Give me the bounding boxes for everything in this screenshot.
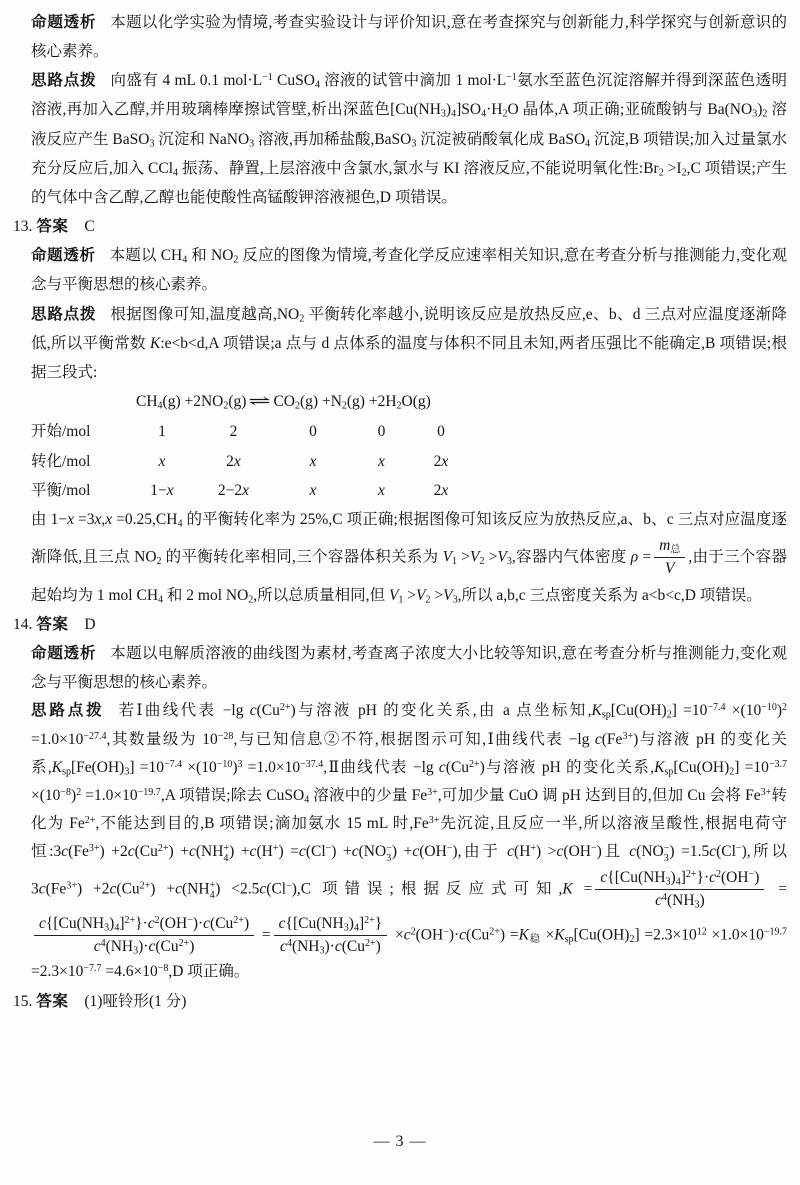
italic-variable: c bbox=[507, 843, 515, 861]
subscript-run: 2 bbox=[762, 108, 768, 120]
italic-variable: c bbox=[188, 843, 196, 861]
supscript-run: −28 bbox=[217, 730, 234, 742]
supscript-run: 2 bbox=[76, 786, 82, 798]
fraction-numerator: $c\{[Cu(NH_3)_4]^{2+}\}\cdot c^2(OH^-)$ bbox=[595, 867, 764, 890]
stack-subscript: 3 bbox=[386, 852, 392, 864]
subscript-run: 4 bbox=[353, 922, 359, 933]
supscript-run: 3+ bbox=[622, 730, 634, 742]
explanation-paragraph: 命题透析 本题以化学实验为情境,考查实验设计与评价知识,意在考查探究与创新能力,科学探究与创新意识的核心素养。 bbox=[31, 14, 787, 61]
subscript-run: 4 bbox=[451, 108, 457, 120]
subscript-run: 3 bbox=[249, 138, 255, 149]
supscript-run: 2+ bbox=[178, 937, 190, 949]
italic-variable: K bbox=[654, 758, 665, 776]
ice-row-label: 平衡/mol bbox=[31, 482, 91, 500]
subscript-run: 4 bbox=[304, 794, 310, 806]
italic-variable: c bbox=[403, 926, 411, 944]
stack-superscript: − bbox=[663, 842, 670, 854]
ice-cell bbox=[352, 447, 411, 476]
subscript-run: 2 bbox=[629, 933, 635, 945]
ice-row-label: 开始/mol bbox=[31, 423, 91, 441]
page-number: — 3 — bbox=[373, 1133, 427, 1150]
supscript-run: −7.4 bbox=[707, 702, 726, 714]
italic-variable: K bbox=[591, 702, 602, 720]
subscript-run: 4 bbox=[173, 167, 178, 179]
supscript-run: 2+ bbox=[124, 914, 136, 926]
ice-cell bbox=[131, 447, 193, 476]
supscript-run: −7.4 bbox=[163, 758, 183, 770]
italic-variable: K bbox=[51, 758, 63, 776]
supscript-run: − bbox=[590, 843, 597, 855]
subscript-run: sp bbox=[601, 709, 611, 721]
italic-variable: x bbox=[94, 511, 102, 529]
supscript-run: + bbox=[272, 843, 279, 855]
supscript-run: −37.4 bbox=[300, 758, 324, 770]
supscript-run: 2 bbox=[782, 702, 788, 714]
subscript-run: 2 bbox=[341, 400, 347, 412]
supscript-run: 12 bbox=[696, 926, 707, 938]
subscript-run: 4 bbox=[157, 400, 163, 412]
ion-charge-stack bbox=[223, 844, 229, 864]
ice-cell bbox=[274, 476, 352, 505]
supscript-run: 3 bbox=[237, 758, 243, 770]
italic-variable: V bbox=[497, 548, 507, 566]
supscript-run: 2+ bbox=[84, 815, 96, 827]
italic-variable: c bbox=[655, 892, 662, 910]
italic-variable: c bbox=[629, 843, 637, 861]
fraction bbox=[654, 535, 685, 581]
italic-variable: c bbox=[556, 843, 564, 861]
ice-table-row bbox=[31, 417, 787, 446]
italic-variable: c bbox=[709, 868, 717, 886]
italic-variable: c bbox=[259, 880, 267, 898]
italic-variable: c bbox=[351, 843, 359, 861]
ice-cell: 2x bbox=[433, 452, 449, 470]
supscript-run: + bbox=[530, 843, 537, 855]
fraction bbox=[274, 913, 388, 959]
explanation-paragraph: 思路点拨 若Ⅰ曲线代表 −lg $c(Cu^{2+})$与溶液 pH 的变化关系,由 a 点坐标知$,K_{sp}[Cu(OH)_2] =10^{-7.4} \times(10^{-10})^2 =1.0\times 10^{-27.4}$,其数量级为 $10^{-28}$,与已知信息②不符,根据图示可知,Ⅰ曲线代表 −lg $c(Fe^{3+})$与溶液 pH 的变化关系$,K_{sp}[Fe(OH)_3] =10^{-7.4} \times(10^{-10})^3$ $=1.0\times 10^{-37.4},Ⅱ$曲线代表 −lg $c(Cu^{2+})$与溶液 pH 的变化关系$,K_{sp}[Cu(OH)_2] =10^{-3.7} \times(10^{-8})^2 =1.0\times 10^{-19.7},A$ 项错误;除去 CuSO$_4$ 溶液中的少量 $Fe^{3+}$,可加少量 CuO 调 pH 达到目的,但加 Cu 会将 $Fe^{3+}$转化为 $Fe^{2+}$,不能达到目的,B 项错误;滴加氨水 15 mL 时$,Fe^{3+}$先沉淀,且反应一半,所以溶液呈酸性,根据电荷守恒$:3c(Fe^{3+}) +2c(Cu^{2+}) +c(NH$ + 4 ) +c(H+) =c(Cl−) +c(NO − 3 ) +c(OH−),由于 c(H+) >c(OH−)且 c(NO − 3 ) =1.5c(Cl−),所以 $3c(Fe^{3+}) +2c(Cu^{2+}) +c(NH$ + 4 ) <2.5c(Cl−),C 项错误;根据反应式可知,K = $\frac{c\{[Cu(NH_3)_4]^{2+}\}\cdot c^2(OH^-)}{c^4(NH_3)}$ = $\frac{c\{[Cu(NH_3)_4]^{2+}\}\cdot c^2(OH^-)\cdot c(Cu^{2+})}{c^4(NH_3)\cdot c(Cu^{2+})}$ = $\frac{c\{[Cu(NH_3)_4]^{2+}\}}{c^4(NH_3)\cdot c(Cu^{2+})}$ $\times c^2(OH^-)\cdot c(Cu^{2+}) =K_稳 \times K_{sp}[Cu(OH)_2] =2.3\times 10^{12} \times 1.0\times 10^{-19.7} =2.3\times 10^{-7.7} =4.6\times 10^{-8},D$ 项正确。 bbox=[31, 702, 788, 981]
supscript-run: −8 bbox=[60, 786, 72, 798]
answer-item bbox=[13, 610, 787, 639]
supscript-run: 2+ bbox=[364, 914, 375, 926]
ice-cell bbox=[274, 447, 352, 476]
subscript-run: 3 bbox=[694, 899, 700, 911]
italic-variable: c bbox=[39, 914, 46, 932]
supscript-run: 2+ bbox=[364, 937, 376, 949]
fraction-denominator: $c^4(NH_3)\cdot c(Cu^{2+})$ bbox=[93, 937, 195, 957]
italic-variable: x bbox=[441, 482, 449, 500]
subscript-run: 3 bbox=[665, 876, 671, 888]
supscript-run: 2+ bbox=[279, 702, 291, 714]
ice-cell: 0 bbox=[437, 423, 445, 441]
supscript-run: −1 bbox=[262, 72, 273, 84]
italic-variable: x bbox=[166, 482, 174, 500]
stack-subscript: 3 bbox=[663, 852, 669, 864]
fraction-denominator: $c^4(NH_3)\cdot c(Cu^{2+})$ bbox=[280, 937, 381, 957]
italic-variable: c bbox=[334, 937, 342, 955]
subscript-run: 2 bbox=[233, 254, 239, 266]
subscript-run: 4 bbox=[675, 876, 681, 888]
supscript-run: −19.7 bbox=[763, 926, 788, 938]
supscript-run: −1 bbox=[506, 72, 517, 84]
ice-cell: 2x bbox=[433, 482, 449, 500]
ion-charge-stack bbox=[386, 844, 392, 864]
answer-label: 答案 bbox=[36, 217, 69, 235]
italic-variable: c bbox=[147, 914, 155, 932]
italic-variable: x bbox=[309, 482, 317, 500]
supscript-run: − bbox=[735, 843, 742, 855]
italic-variable: c bbox=[412, 843, 420, 861]
italic-variable: K bbox=[150, 334, 161, 352]
explanation-paragraph: 命题透析 本题以电解质溶液的曲线图为素材,考查离子浓度大小比较等知识,意在考查分析与推测能力,变化观念与平衡思想的核心素养。 bbox=[31, 645, 787, 692]
supscript-run: −3.7 bbox=[768, 758, 788, 770]
answer-label: 答案 bbox=[36, 615, 69, 633]
ion-charge-stack bbox=[210, 881, 216, 901]
ice-table-row bbox=[31, 447, 787, 476]
ice-cell bbox=[352, 476, 411, 505]
fraction-numerator: $c\{[Cu(NH_3)_4]^{2+}\}$ bbox=[274, 913, 388, 936]
ice-cell: 0 bbox=[377, 423, 386, 441]
subscript-run: 3 bbox=[452, 594, 458, 606]
italic-variable: c bbox=[38, 880, 46, 898]
fraction-denominator bbox=[654, 558, 685, 580]
supscript-run: −27.4 bbox=[83, 730, 107, 742]
italic-variable: c bbox=[459, 926, 467, 944]
subscript-run: 3 bbox=[440, 108, 446, 120]
subscript-run: 4 bbox=[182, 254, 188, 266]
italic-variable: V bbox=[416, 586, 426, 604]
subscript-run: 4 bbox=[585, 138, 591, 149]
ice-cell: 2−2x bbox=[217, 482, 250, 500]
paragraph-label: 命题透析 bbox=[31, 247, 96, 265]
supscript-run: 3+ bbox=[88, 843, 100, 855]
supscript-run: − bbox=[443, 926, 449, 938]
italic-variable: c bbox=[600, 868, 608, 886]
supscript-run: −10 bbox=[216, 758, 233, 770]
supscript-run: 2+ bbox=[469, 758, 480, 770]
supscript-run: 3+ bbox=[66, 880, 77, 892]
subscript-run: 4 bbox=[177, 518, 183, 530]
subscript-run: sp bbox=[564, 933, 574, 945]
supscript-run: − bbox=[325, 843, 332, 855]
chemical-equation: $CH_4(g) +2NO_2(g)$ ⇌ $CO_2(g) +N_2(g) +2H_2O(g)$ bbox=[136, 392, 431, 412]
answer-value: C bbox=[84, 217, 95, 235]
subscript-run: sp bbox=[62, 766, 71, 778]
ion-charge-stack bbox=[664, 844, 670, 864]
subscript-run: 4 bbox=[158, 594, 164, 606]
paragraph-label: 思路点拨 bbox=[31, 305, 97, 323]
subscript-run: 3 bbox=[343, 922, 349, 933]
stack-subscript: 4 bbox=[209, 889, 215, 901]
explanation-paragraph: 命题透析 本题以 $CH_4$ 和 $NO_2$ 反应的图像为情境,考查化学反应速率相关知识,意在考查分析与推测能力,变化观念与平衡思想的核心素养。 bbox=[31, 247, 787, 294]
answer-value: (1)哑铃形(1 分) bbox=[84, 992, 187, 1010]
stack-superscript: + bbox=[223, 842, 230, 854]
subscript-run: 2 bbox=[248, 594, 254, 606]
italic-variable: c bbox=[109, 880, 117, 898]
answer-item bbox=[13, 987, 787, 1016]
italic-variable: c bbox=[148, 937, 156, 955]
subscript-run: 2 bbox=[425, 594, 431, 606]
paragraph-label: 思路点拨 bbox=[31, 72, 97, 90]
subscript-run: 2 bbox=[681, 167, 687, 179]
italic-variable: c bbox=[175, 880, 182, 898]
paragraph-label: 命题透析 bbox=[31, 14, 97, 31]
ice-cell: 0 bbox=[309, 423, 317, 441]
italic-variable: c bbox=[709, 843, 717, 861]
italic-variable: c bbox=[298, 843, 306, 861]
ice-row-label: 转化/mol bbox=[31, 452, 91, 470]
explanation-paragraph: 由 $1-x =3x,x =0.25,CH_4$ 的平衡转化率为 25%,C 项正确;根据图像可知该反应为放热反应,a、b、c 三点对应温度逐渐降低,且三点 $NO_2$ 的平衡转化率相同,三个容器体积关系为 $V_1 >V_2 >V_3$,容器内气体密度 ρ = $\frac{m_总}{V}$ ,由于三个容器起始均为 1 mol $CH_4$ 和 2 mol $NO_2$,所以总质量相同,但 $V_1 >V_2 >V_3$,所以 a,b,c 三点密度关系为 a<b<c,D 项错误。 bbox=[31, 511, 787, 606]
supscript-run: − bbox=[187, 914, 193, 926]
italic-variable: K bbox=[518, 926, 529, 944]
italic-variable: c bbox=[280, 937, 287, 955]
italic-variable: c bbox=[249, 702, 257, 720]
explanation-paragraph: 思路点拨 向盛有 4 mL 0.1 $mol\cdot L^{-1}$ CuSO$_4$ 溶液的试管中滴加 1 $mol\cdot L^{-1}$氨水至蓝色沉淀溶解并得到深蓝色透明溶液,再加入乙醇,并用玻璃棒摩擦试管壁,析出深蓝色$[Cu(NH_3)_4]SO_4\cdot H_2O$ 晶体,A 项正确;亚硫酸钠与 $Ba(NO_3)_2$ 溶液反应产生 BaSO$_3$ 沉淀和 NaNO$_3$ 溶液,再加稀盐酸,BaSO$_3$ 沉淀被硝酸氧化成 BaSO$_4$ 沉淀,B 项错误;加入过量氯水充分反应后,加入 CCl$_4$ 振荡、静置,上层溶液中含氯水,氯水与 KI 溶液反应,不能说明氧化性$:Br_2 >I_2,C$ 项错误;产生的气体中含乙醇,乙醇也能使酸性高锰酸钾溶液褪色,D 项错误。 bbox=[31, 72, 787, 206]
italic-variable: c bbox=[438, 758, 446, 776]
subscript-run: 2 bbox=[223, 400, 229, 412]
ice-cell: 2 bbox=[229, 423, 238, 441]
supscript-run: − bbox=[446, 843, 453, 855]
paragraph-label: 思路点拨 bbox=[31, 702, 105, 720]
answer-number: 14. bbox=[13, 615, 33, 633]
italic-variable: c bbox=[93, 937, 101, 955]
italic-variable: x bbox=[242, 482, 250, 500]
italic-variable: x bbox=[67, 511, 75, 529]
answer-number: 15. bbox=[13, 992, 33, 1010]
stack-subscript: 4 bbox=[223, 852, 229, 864]
supscript-run: − bbox=[286, 880, 292, 892]
italic-variable: c bbox=[278, 914, 286, 932]
italic-variable: K bbox=[554, 926, 565, 944]
italic-variable: x bbox=[441, 452, 449, 470]
supscript-run: 4 bbox=[661, 892, 667, 904]
supscript-run: −8 bbox=[157, 963, 169, 975]
supscript-run: 3+ bbox=[760, 786, 772, 798]
subscript-run: 2 bbox=[666, 709, 672, 721]
supscript-run: 2+ bbox=[139, 880, 151, 892]
italic-variable: x bbox=[378, 482, 385, 500]
italic-variable: c bbox=[594, 730, 602, 748]
subscript-run: 3 bbox=[133, 945, 139, 957]
italic-variable: x bbox=[105, 511, 113, 529]
supscript-run: −10 bbox=[761, 702, 777, 714]
fraction-denominator: $c^4(NH_3)$ bbox=[655, 892, 705, 911]
italic-variable: V bbox=[443, 586, 453, 604]
subscript-run: 3 bbox=[752, 108, 758, 120]
supscript-run: 2+ bbox=[233, 914, 244, 926]
ice-table-row bbox=[31, 476, 787, 505]
subscript-run: 3 bbox=[506, 555, 512, 567]
supscript-run: 2+ bbox=[157, 843, 169, 855]
supscript-run: − bbox=[748, 868, 755, 880]
supscript-run: 4 bbox=[286, 937, 292, 949]
fraction bbox=[595, 867, 764, 913]
ice-table bbox=[31, 417, 787, 505]
italic-variable: c bbox=[61, 843, 69, 861]
italic-variable: K bbox=[562, 880, 573, 898]
subscript-run: 4 bbox=[314, 79, 320, 91]
subscript-run: sp bbox=[664, 766, 674, 778]
supscript-run: −7.7 bbox=[83, 963, 102, 975]
answer-value: D bbox=[84, 615, 96, 633]
italic-variable: x bbox=[233, 452, 241, 470]
supscript-run: 2 bbox=[716, 868, 722, 880]
subscript-run: 2 bbox=[156, 555, 162, 567]
supscript-run: 3+ bbox=[428, 815, 440, 827]
answer-number: 13. bbox=[13, 217, 33, 235]
ice-cell: 1 bbox=[158, 423, 166, 441]
subscript-run: 4 bbox=[114, 922, 120, 933]
fraction-numerator bbox=[654, 535, 685, 558]
subscript-run: 总 bbox=[670, 544, 681, 556]
subscript-run: 2 bbox=[299, 313, 305, 325]
subscript-run: 2 bbox=[396, 400, 402, 412]
subscript-run: 3 bbox=[149, 138, 155, 149]
ice-cell: 1−x bbox=[150, 482, 174, 500]
fraction-numerator: $c\{[Cu(NH_3)_4]^{2+}\}\cdot c^2(OH^-)\cdot c(Cu^{2+})$ bbox=[34, 913, 254, 936]
subscript-run: 4 bbox=[481, 108, 487, 120]
supscript-run: 2 bbox=[154, 914, 160, 926]
subscript-run: 3 bbox=[124, 766, 130, 778]
italic-variable: V bbox=[664, 560, 675, 578]
supscript-run: 2 bbox=[410, 926, 416, 938]
answer-label: 答案 bbox=[36, 992, 69, 1010]
answer-item bbox=[13, 212, 787, 241]
subscript-run: 3 bbox=[319, 945, 325, 957]
subscript-run: 2 bbox=[295, 400, 300, 412]
italic-variable: V bbox=[388, 586, 399, 604]
supscript-run: −19.7 bbox=[137, 786, 161, 798]
italic-variable: c bbox=[249, 843, 257, 861]
explanation-paragraph: 思路点拨 根据图像可知,温度越高$,NO_2$ 平衡转化率越小,说明该反应是放热反应,e、b、d 三点对应温度逐渐降低,所以平衡常数 K:e<b<d,A 项错误;a 点与 d 点体系的温度与体积不同且未知,两者压强比不能确定,B 项错误;根据三段式: bbox=[31, 305, 787, 381]
italic-variable: c bbox=[127, 843, 135, 861]
supscript-run: 2+ bbox=[685, 868, 697, 880]
stack-superscript: − bbox=[386, 842, 392, 854]
subscript-run: 1 bbox=[398, 594, 404, 606]
subscript-run: 2 bbox=[479, 555, 485, 567]
italic-variable: V bbox=[442, 548, 453, 566]
subscript-run: 2 bbox=[502, 108, 508, 120]
subscript-run: 2 bbox=[729, 766, 735, 778]
subscript-run: 稳 bbox=[528, 933, 541, 945]
italic-variable: V bbox=[469, 548, 480, 566]
italic-variable: x bbox=[309, 452, 317, 470]
supscript-run: 3+ bbox=[427, 786, 438, 798]
paragraph-label: 命题透析 bbox=[31, 645, 97, 663]
supscript-run: 2+ bbox=[489, 926, 500, 938]
supscript-run: 4 bbox=[100, 937, 106, 949]
italic-variable: m bbox=[659, 536, 671, 554]
subscript-run: 2 bbox=[658, 167, 664, 179]
stack-superscript: + bbox=[209, 879, 216, 891]
subscript-run: 3 bbox=[104, 922, 110, 933]
fraction bbox=[34, 913, 254, 959]
italic-variable: x bbox=[378, 452, 385, 470]
italic-variable: ρ bbox=[630, 548, 639, 566]
subscript-run: 1 bbox=[452, 555, 458, 567]
italic-variable: c bbox=[203, 914, 211, 932]
italic-variable: x bbox=[158, 452, 166, 470]
ice-cell: 2x bbox=[226, 452, 241, 470]
subscript-run: 3 bbox=[411, 138, 417, 149]
